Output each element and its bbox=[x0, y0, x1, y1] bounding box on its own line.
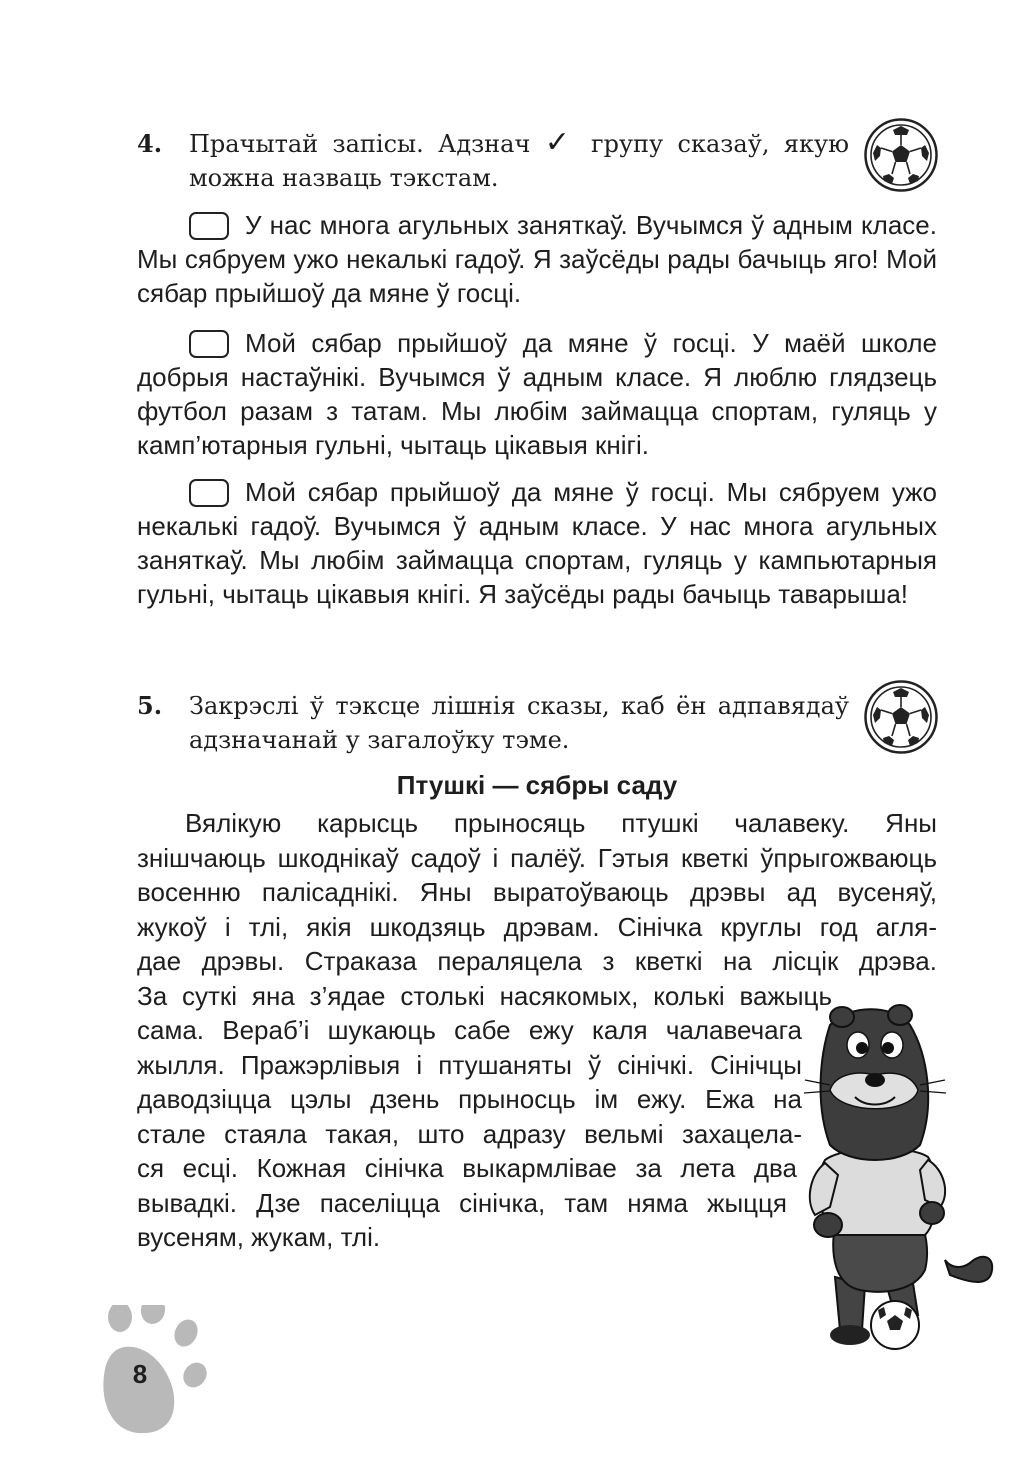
text-line[interactable]: вывадкі. Дзе паселіцца сінічка, там няма жыцця bbox=[137, 1187, 787, 1218]
text-line[interactable]: жылля. Пражэрлівыя і птушаняты ў сінічкі. Сінічцы bbox=[137, 1049, 802, 1080]
story-title: Птушкі — сябры саду bbox=[396, 770, 678, 800]
text-line[interactable]: даводзіцца цэлы дзень прыносць ім ежу. Ежа на bbox=[137, 1084, 802, 1114]
option-1-text: У нас многа агульных заняткаў. Вучымся ў адным класе. Мы сябруем ужо некалькі гадоў. Я заўсёды рады бачыць яго! Мой сябар прыйшоў да мяне ў госці. bbox=[137, 210, 937, 308]
instruction-text-a: Прачытай запісы. Адзнач bbox=[189, 130, 531, 158]
option-1-checkbox[interactable] bbox=[189, 212, 229, 240]
text-line[interactable]: восенню палісаднікі. Яны выратоўваюць дрэвы ад вусеняў, bbox=[137, 877, 937, 907]
option-3-checkbox[interactable] bbox=[189, 479, 229, 507]
text-line[interactable]: знішчаюць шкоднікаў садоў і палёў. Гэтыя кветкі ўпрыгожваюць bbox=[137, 842, 937, 873]
task-5-header bbox=[137, 689, 857, 759]
option-2-checkbox[interactable] bbox=[189, 330, 229, 358]
task-number: 4. bbox=[137, 129, 163, 158]
option-1 bbox=[137, 208, 937, 310]
text-line[interactable]: ся есці. Кожная сінічка выкармлівае за лета два bbox=[137, 1153, 797, 1183]
page-number: 8 bbox=[132, 1359, 148, 1389]
text-line[interactable]: За суткі яна з’ядае столькі насякомых, колькі важыць bbox=[137, 980, 832, 1011]
task-number: 5. bbox=[137, 691, 163, 720]
option-2-text: Мой сябар прыйшоў да мяне ў госці. У маёй школе добрыя настаўнікі. Вучымся ў адным класе. Я люблю глядзець футбол разам з татам. Мы любім займацца спортам, гуляць у камп’ютарныя гульні, чытаць цікавыя кнігі. bbox=[137, 328, 937, 460]
soccer-ball-icon bbox=[864, 118, 938, 192]
text-line[interactable]: жукоў і тлі, якія шкодзяць дрэвам. Сінічка круглы год агля- bbox=[137, 911, 937, 942]
text-line[interactable]: стале стаяла такая, што адразу вельмі захацела- bbox=[137, 1118, 802, 1149]
soccer-ball-icon bbox=[864, 680, 938, 754]
task-4-header bbox=[137, 127, 857, 197]
text-line[interactable]: дае дрэвы. Страказа пераляцела з кветкі на лісцік дрэва. bbox=[137, 946, 937, 976]
instruction-text-b: групу сказаў, якую можна назваць тэкстам. bbox=[189, 130, 849, 192]
text-line[interactable]: сама. Вераб’і шукаюць сабе ежу каля чалавечага bbox=[137, 1015, 802, 1045]
option-3 bbox=[137, 475, 937, 611]
checkmark-icon: ✓ bbox=[544, 125, 577, 160]
option-2 bbox=[137, 326, 937, 462]
task-instruction bbox=[189, 127, 849, 195]
otter-mascot-illustration bbox=[800, 985, 995, 1355]
text-line[interactable]: вусеням, жукам, тлі. bbox=[137, 1222, 381, 1252]
text-line[interactable]: Вялікую карысць прыносяць птушкі чалавеку. Яны bbox=[185, 808, 937, 838]
task-instruction: Закрэслі ў тэксце лішнія сказы, каб ён адпавядаў адзначанай у загалоўку тэме. bbox=[189, 692, 849, 754]
option-3-text: Мой сябар прыйшоў да мяне ў госці. Мы сябруем ужо некалькі гадоў. Вучымся ў адным класе. У нас многа агульных заняткаў. Мы любім займацца спортам, гуляць у кампьютарныя гульні, чытаць цікавыя кнігі. Я заўсёды рады бачыць таварыша! bbox=[137, 477, 937, 609]
